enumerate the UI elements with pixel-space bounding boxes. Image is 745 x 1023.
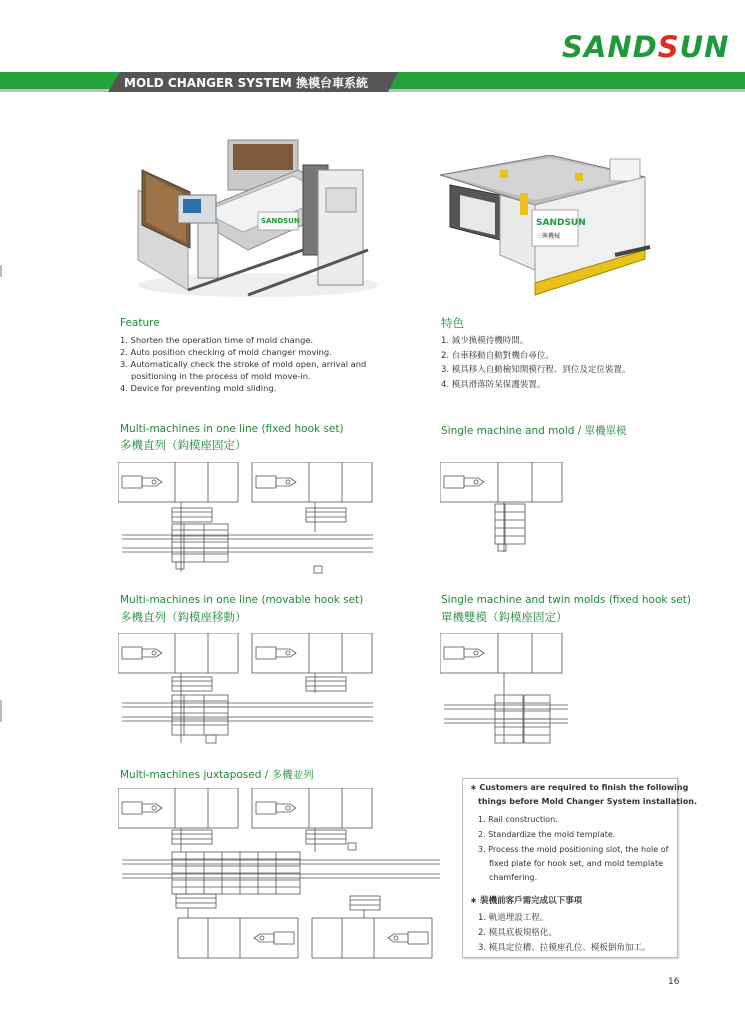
logo-text-left: SAND xyxy=(562,30,658,64)
notes-heading-zh: ∗ 裝機前客戶需完成以下事項 xyxy=(470,896,583,906)
mold-changer-photo-2 xyxy=(440,155,655,300)
mold-changer-photo-1 xyxy=(128,130,383,300)
list-item: 3. 模具定位槽、拉模座孔位、模板倒角加工。 xyxy=(478,943,651,953)
list-item: 1. Shorten the operation time of mold change. xyxy=(120,335,314,345)
diagram-multi-line-movable xyxy=(118,633,378,748)
feature-list-en xyxy=(120,334,366,394)
list-item: 2. Auto position checking of mold changer moving. xyxy=(120,347,332,357)
diagram-single-machine-mold xyxy=(440,462,570,557)
edge-mark xyxy=(0,265,2,277)
list-item: 2. 台車移動自動對機台尋位。 xyxy=(441,350,554,361)
edge-mark xyxy=(0,700,2,722)
diagram-1-title-en: Multi-machines in one line (fixed hook set) xyxy=(120,423,344,435)
list-item: fixed plate for hook set, and mold template xyxy=(489,859,664,868)
machine-brand-label-2: SANDSUN xyxy=(536,218,586,228)
list-item: positioning in the process of mold move-in. xyxy=(131,371,311,381)
diagram-4-title-en: Single machine and twin molds (fixed hook set) xyxy=(441,594,691,606)
feature-heading-en: Feature xyxy=(120,317,160,329)
list-item: 4. 模具滑落防呆保護裝置。 xyxy=(441,379,546,390)
list-item: 2. Standardize the mold template. xyxy=(478,830,616,839)
list-item: 1. Rail construction. xyxy=(478,815,558,824)
diagram-multi-line-fixed xyxy=(118,462,378,577)
logo-text-mid: S xyxy=(657,30,680,64)
diagram-3-title-en: Multi-machines in one line (movable hook set) xyxy=(120,594,364,606)
diagram-multi-juxtaposed xyxy=(118,788,440,960)
diagram-2-title: Single machine and mold / 單機單模 xyxy=(441,425,627,437)
diagram-single-machine-twin-molds xyxy=(440,633,575,748)
list-item: 2. 模具底板規格化。 xyxy=(478,928,557,938)
list-item: 4. Device for preventing mold sliding. xyxy=(120,383,277,393)
feature-list-zh xyxy=(441,334,630,392)
machine-brand-label: SANDSUN xyxy=(261,217,300,225)
notes-heading-en-2: things before Mold Changer System installation. xyxy=(478,797,697,806)
brand-logo xyxy=(562,30,729,64)
list-item: 1. 減少換模待機時間。 xyxy=(441,336,529,346)
list-item: 1. 軌道埋設工程。 xyxy=(478,913,549,923)
page-title: MOLD CHANGER SYSTEM 換模台車系統 xyxy=(124,76,369,90)
diagram-1-title-zh: 多機直列（鈎模座固定） xyxy=(120,438,247,452)
diagram-3-title-zh: 多機直列（鈎模座移動） xyxy=(120,610,247,624)
page-number: 16 xyxy=(668,977,680,987)
notes-heading-en-1: ∗ Customers are required to finish the following xyxy=(470,783,689,792)
feature-heading-zh: 特色 xyxy=(441,316,464,330)
list-item: 3. Process the mold positioning slot, the hole of xyxy=(478,845,669,854)
machine-unit xyxy=(118,462,238,502)
list-item: 3. Automatically check the stroke of mold open, arrival and xyxy=(120,359,367,369)
diagram-4-title-zh: 單機雙模（鈎模座固定） xyxy=(441,610,568,624)
list-item: chamfering. xyxy=(489,873,538,882)
diagram-5-title: Multi-machines juxtaposed / 多機並列 xyxy=(120,769,314,781)
logo-text-right: UN xyxy=(679,30,730,64)
machine-sub-label: 三興機械 xyxy=(536,233,561,240)
list-item: 3. 模具移入自動檢知開模行程、到位及定位裝置。 xyxy=(441,365,631,375)
